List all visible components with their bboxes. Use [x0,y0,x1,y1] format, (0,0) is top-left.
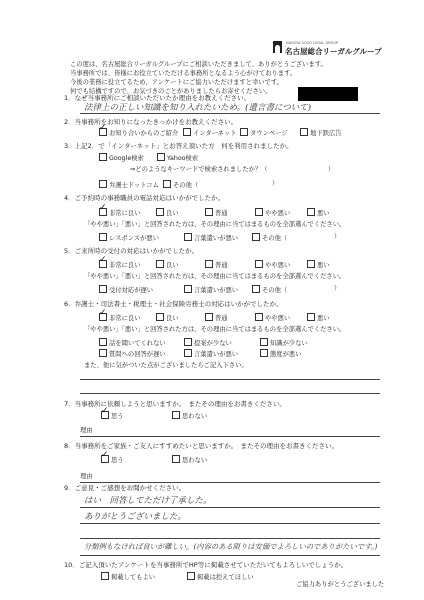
q3-checkbox-other[interactable] [163,180,171,188]
q6-option-normal[interactable]: 普通 [205,313,228,323]
q4-checkbox-somewhat-bad[interactable] [255,208,263,216]
q8-reason-line [80,482,380,483]
q2-option-internet[interactable]: インターネット [183,128,237,138]
q5-reason-language[interactable]: 言葉遣いが悪い [184,285,238,295]
q6-reason-checkbox-few-proposals[interactable] [184,338,192,346]
q3-keyword-prompt: ⇒どのようなキーワードで検索されましたか？（ [130,166,268,173]
q5-checkbox-bad[interactable] [307,260,315,268]
q9-answer-2: ありがとうございました。 [84,512,187,522]
q5-option-excellent[interactable]: ✓非常に良い [99,260,140,270]
q6-reason-checkbox-slow-answers[interactable] [99,349,107,357]
q6-option-somewhat-bad[interactable]: やや悪い [255,313,290,323]
q1-answer: 法律上の正しい知識を知り入れたいため。(遺言書について) [84,103,312,113]
intro-line-4: 何でも結構ですので、お気づきのことがありましたらお寄せください。 [70,88,272,95]
intro-line-2: 当事務所では、皆様にお役立ていただける事務所となるよう心がけております。 [70,70,297,77]
q6-reason-not-listening[interactable]: 話を聞いてくれない [99,338,166,348]
q6-checkbox-excellent[interactable] [99,313,107,321]
q5-checkbox-good[interactable] [156,260,164,268]
q3-checkbox-yahoo[interactable] [157,153,165,161]
intro-line-3: 今後の業務に役立てるため、アンケートにご協力いただけますと幸いです。 [70,79,283,86]
q4-checkbox-bad[interactable] [307,208,315,216]
q7-reason-line [80,436,380,437]
q4-reason-checkbox-response[interactable] [99,233,107,241]
q9-answer-1: はい 回答してただけ了承した。 [84,496,212,506]
q6-reason-checkbox-attitude[interactable] [260,349,268,357]
q10-question: 10．ご記入頂いたアンケートを当事務所でHP等に掲載させていただいてもよろしいでしょうか。 [64,561,348,569]
q4-reason-checkbox-language[interactable] [184,233,192,241]
q2-checkbox-subway[interactable] [300,128,308,136]
footer-thanks: ご協力ありがとうございました [296,581,385,588]
q6-free-line-2 [80,393,380,394]
q5-checkbox-excellent[interactable] [99,260,107,268]
q4-checkbox-normal[interactable] [205,208,213,216]
q6-reason-checkbox-little-knowledge[interactable] [260,338,268,346]
q6-reason-checkbox-not-listening[interactable] [99,338,107,346]
q10-checkbox-allow[interactable] [101,572,109,580]
q7-option-no[interactable]: 思わない [172,411,207,421]
q6-checkbox-good[interactable] [156,313,164,321]
logo-icon [273,41,282,53]
q5-option-bad[interactable]: 悪い [307,260,330,270]
q7-checkbox-yes[interactable] [101,411,109,419]
q4-reason-other[interactable]: その他（ [252,233,287,243]
q3-option-bengoshi[interactable]: 弁護士ドットコム [99,180,159,190]
q4-question: 4．ご予約時の事務職員の電話対応はいかがでしたか。 [64,194,225,202]
q4-checkbox-good[interactable] [156,208,164,216]
q5-reason-checkbox-language[interactable] [184,285,192,293]
q2-question: 2．当事務所をお知りになったきっかけをお教えください。 [64,118,238,126]
q7-checkbox-no[interactable] [172,411,180,419]
q6-reason-little-knowledge[interactable]: 知識が少ない [260,338,308,348]
q4-option-excellent[interactable]: ✓非常に良い [99,208,140,218]
q6-note: 「やや悪い」「悪い」と回答された方は、その理由に当てはまるものを全部選んでください。 [84,326,346,333]
q8-checkbox-yes[interactable] [101,455,109,463]
q4-option-somewhat-bad[interactable]: やや悪い [255,208,290,218]
q3-keyword-close: ） [328,166,335,173]
q8-reason-label: 理由 [80,473,93,480]
q9-line-1 [80,507,380,508]
q4-option-good[interactable]: 良い [156,208,179,218]
q6-free-prompt: また、他に気がついた点がございましたらご記入下さい。 [84,362,248,369]
q6-checkbox-bad[interactable] [307,313,315,321]
logo-title: 名古屋総合リーガルグループ [285,47,382,56]
q3-option-google[interactable]: Google検索 [99,153,144,163]
q4-note: 「やや悪い」「悪い」と回答された方は、その理由に当てはまるものを全部選んでください。 [84,221,346,228]
q9-answer-3: 分類例もなければ良いが難しい。(内容のある限りは安価でよろしいのでありがたいです。) [84,542,378,551]
q6-reason-slow-answers[interactable]: 質問への回答が遅い [99,349,166,359]
q6-reason-few-proposals[interactable]: 提案が少ない [184,338,232,348]
q2-checkbox-townpage[interactable] [240,128,248,136]
q6-reason-checkbox-language[interactable] [184,349,192,357]
redaction-block [298,87,358,101]
q4-reason-checkbox-other[interactable] [252,233,260,241]
q7-option-yes[interactable]: ✓思う [101,411,124,421]
intro-line-1: この度は、名古屋総合リーガルグループにご相談いただきまして、ありがとうございます。 [70,61,327,68]
q5-checkbox-somewhat-bad[interactable] [255,260,263,268]
q2-option-referral[interactable]: ✓お知り合いからのご紹介 [99,128,178,138]
q5-reason-checkbox-slow[interactable] [99,285,107,293]
q5-option-good[interactable]: 良い [156,260,179,270]
q7-reason-label: 理由 [80,427,93,434]
q5-option-somewhat-bad[interactable]: やや悪い [255,260,290,270]
q10-option-allow[interactable]: 掲載してもよい [101,572,155,582]
q6-reason-language[interactable]: 言葉遣いが悪い [184,349,238,359]
q6-option-good[interactable]: 良い [156,313,179,323]
q2-checkbox-referral[interactable] [99,128,107,136]
q1-question: 1．なぜ当事務所にご相談いただいたか理由をお教えください。 [64,94,251,102]
q4-checkbox-excellent[interactable] [99,208,107,216]
q9-line-2 [80,523,380,524]
q9-question: 9．ご意見・ご感想をお聞かせください。 [64,484,186,492]
q9-line-4 [80,555,380,556]
q8-option-yes[interactable]: ✓思う [101,455,124,465]
q8-option-no[interactable]: 思わない [172,455,207,465]
q5-reason-other[interactable]: その他（ [252,285,287,295]
q3-other-close: ） [272,180,279,187]
q6-checkbox-normal[interactable] [205,313,213,321]
q6-reason-attitude[interactable]: 態度が悪い [260,349,301,359]
q3-question: 3．上記2．で「インターネット」とお答え頂いた方 何を利用されましたか。 [64,142,293,150]
q5-reason-slow[interactable]: 受付対応が遅い [99,285,153,295]
q3-option-other[interactable]: その他（ [163,180,198,190]
q5-reason-close: ） [334,285,341,292]
q6-checkbox-somewhat-bad[interactable] [255,313,263,321]
q5-note: 「やや悪い」「悪い」と回答された方は、その理由に当てはまるものを全部選んでください。 [84,273,346,280]
q4-reason-close: ） [334,233,341,240]
q4-option-normal[interactable]: 普通 [205,208,228,218]
q5-reason-checkbox-other[interactable] [252,285,260,293]
q4-option-bad[interactable]: 悪い [307,208,330,218]
q5-question: 5．ご来所時の受付の対応はいかがでしたか。 [64,247,199,255]
q8-checkbox-no[interactable] [172,455,180,463]
q5-option-normal[interactable]: 普通 [205,260,228,270]
q1-answer-line [80,113,380,114]
q2-option-subway[interactable]: 地下鉄広告 [300,128,341,138]
q10-checkbox-decline[interactable] [187,572,195,580]
logo-subtitle: NAGOYA SOGO LEGAL GROUP [286,41,339,45]
q2-checkbox-internet[interactable] [183,128,191,136]
q6-option-excellent[interactable]: ✓非常に良い [99,313,140,323]
q5-checkbox-normal[interactable] [205,260,213,268]
q9-line-3 [80,538,380,539]
q3-checkbox-google[interactable] [99,153,107,161]
q6-question: 6．弁護士・司法書士・税理士・社会保険労務士の対応はいかがでしたか。 [64,300,283,308]
q4-reason-response[interactable]: レスポンスが悪い [99,233,159,243]
q8-question: 8．当事務所をご家族・ご友人にすすめたいと思いますか。 またその理由をお書きください。 [64,442,338,450]
q3-option-yahoo[interactable]: Yahoo検索 [157,153,198,163]
q3-checkbox-bengoshi[interactable] [99,180,107,188]
q6-free-line-1 [80,379,380,380]
q7-question: 7．当事務所に依頼しようと思いますか。 またその理由をお書きください。 [64,400,286,408]
q6-option-bad[interactable]: 悪い [307,313,330,323]
q4-reason-language[interactable]: 言葉遣いが悪い [184,233,238,243]
q2-option-townpage[interactable]: タウンページ [240,128,288,138]
q10-option-decline[interactable]: 掲載は控えてほしい [187,572,254,582]
